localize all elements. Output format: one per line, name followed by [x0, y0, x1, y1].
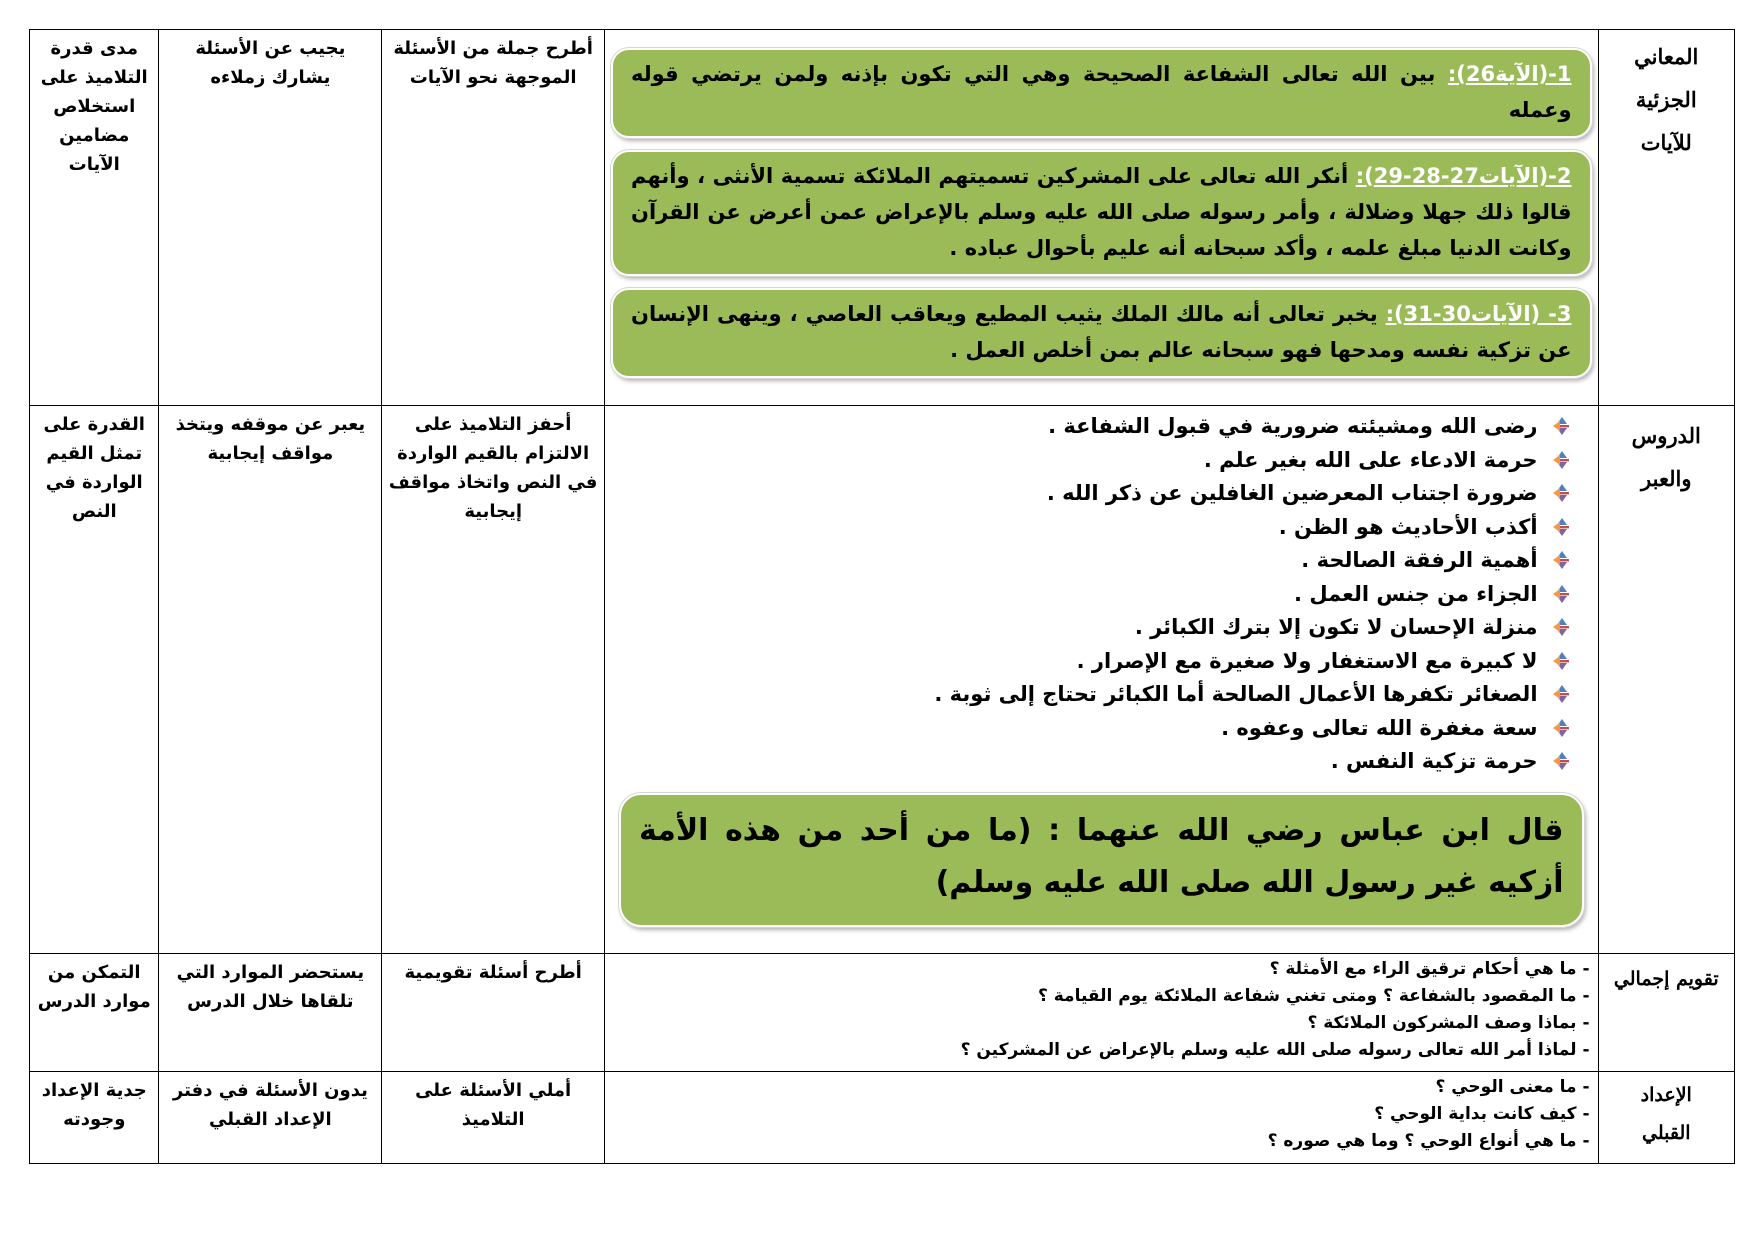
arrow-bullet-icon — [1552, 550, 1572, 570]
verse-text: بين الله تعالى الشفاعة الصحيحة وهي التي تكون بإذنه ولمن يرتضي قوله وعمله — [631, 62, 1572, 122]
list-item: - ما المقصود بالشفاعة ؟ ومتى تغني شفاعة الملائكة يوم القيامة ؟ — [1037, 986, 1590, 1006]
content-cell — [605, 954, 1598, 1072]
evaluation-cell — [30, 954, 159, 1072]
student-activity: يجيب عن الأسئلة يشارك زملاءه — [195, 38, 346, 88]
teacher-activity: أطرح أسئلة تقويمية — [404, 962, 582, 983]
verse-ref: 2-(الآيات27-28-29): — [1355, 164, 1572, 188]
stage-line: للآيات — [1640, 130, 1692, 155]
content-cell — [605, 30, 1598, 406]
stage-line: المعاني — [1634, 44, 1699, 69]
verse-box — [611, 288, 1591, 378]
student-cell — [159, 1072, 382, 1164]
row-lessons — [30, 406, 1735, 954]
evaluation-cell — [30, 406, 159, 954]
stage-line: الجزئية — [1635, 87, 1697, 112]
arrow-bullet-icon — [1552, 416, 1572, 436]
verse-box — [611, 48, 1591, 138]
list-item — [613, 645, 1537, 679]
evaluation-text: جدية الإعداد وجودته — [41, 1080, 147, 1130]
evaluation-text: التمكن من موارد الدرس — [37, 962, 151, 1012]
row-partial-meanings — [30, 30, 1735, 406]
stage-cell — [1598, 1072, 1734, 1164]
preparation-questions — [605, 1072, 1597, 1155]
arrow-bullet-icon — [1552, 718, 1572, 738]
list-item — [613, 578, 1537, 612]
student-activity: يستحضر الموارد التي تلقاها خلال الدرس — [176, 962, 365, 1012]
evaluation-cell — [30, 30, 159, 406]
content-cell — [605, 1072, 1598, 1164]
teacher-activity: أطرح جملة من الأسئلة الموجهة نحو الآيات — [393, 38, 593, 88]
evaluation-text: القدرة على تمثل القيم الواردة في النص — [43, 414, 145, 522]
student-cell — [159, 954, 382, 1072]
lesson-text: حرمة الادعاء على الله بغير علم . — [1203, 447, 1538, 472]
lesson-text: أهمية الرفقة الصالحة . — [1301, 548, 1538, 572]
list-item — [613, 544, 1537, 578]
arrow-bullet-icon — [1552, 684, 1572, 704]
quote-text: قال ابن عباس رضي الله عنهما : (ما من أحد من هذه الأمة أزكيه غير رسول الله صلى الله عليه وسلم) — [639, 812, 1564, 900]
lesson-text: الصغائر تكفرها الأعمال الصالحة أما الكبائر تحتاج إلى ثوبة . — [934, 682, 1538, 706]
student-activity: يدون الأسئلة في دفتر الإعداد القبلي — [172, 1080, 368, 1130]
teacher-activity: أملي الأسئلة على التلاميذ — [415, 1080, 572, 1130]
list-item: - ما هي أحكام ترقيق الراء مع الأمثلة ؟ — [1269, 959, 1590, 979]
student-cell — [159, 30, 382, 406]
lesson-text: ضرورة اجتناب المعرضين الغافلين عن ذكر الله . — [1046, 481, 1538, 505]
list-item — [613, 444, 1537, 478]
list-item — [613, 477, 1537, 511]
stage-line: تقويم إجمالي — [1613, 968, 1719, 990]
content-cell — [605, 406, 1598, 954]
arrow-bullet-icon — [1552, 483, 1572, 503]
verse-ref: 3- (الآيات30-31): — [1385, 302, 1572, 326]
stage-title — [1599, 406, 1734, 500]
list-item: - بماذا وصف المشركون الملائكة ؟ — [1307, 1013, 1590, 1033]
lesson-text: أكذب الأحاديث هو الظن . — [1278, 514, 1538, 539]
evaluation-questions — [605, 954, 1597, 1064]
verse-box — [611, 150, 1591, 276]
lesson-text: سعة مغفرة الله تعالى وعفوه . — [1221, 715, 1538, 740]
arrow-bullet-icon — [1552, 517, 1572, 537]
stage-title — [1599, 1072, 1734, 1152]
arrow-bullet-icon — [1552, 584, 1572, 604]
list-item: - كيف كانت بداية الوحي ؟ — [1374, 1104, 1590, 1124]
lesson-text: حرمة تزكية النفس . — [1330, 749, 1538, 773]
verse-text: أنكر الله تعالى على المشركين تسميتهم الملائكة تسمية الأنثى ، وأنهم قالوا ذلك جهلا وضلالة ، وأمر رسوله صلى الله عليه وسلم بالإعراض عمن أعرض عن القرآن وكانت الدنيا مبلغ علمه ، وأكد سبحانه أنه عليم بأحوال عباده . — [631, 164, 1572, 260]
student-cell — [159, 406, 382, 954]
row-preparation — [30, 1072, 1735, 1164]
list-item — [613, 611, 1537, 645]
arrow-bullet-icon — [1552, 617, 1572, 637]
verse-text: يخبر تعالى أنه مالك الملك يثيب المطيع ويعاقب العاصي ، وينهى الإنسان عن تزكية نفسه ومدحها فهو سبحانه عالم بمن أخلص العمل . — [631, 302, 1572, 362]
stage-title — [1599, 30, 1734, 164]
list-item: - ما هي أنواع الوحي ؟ وما هي صوره ؟ — [1267, 1131, 1590, 1151]
stage-line: القبلي — [1641, 1122, 1691, 1144]
teacher-cell — [382, 406, 605, 954]
lesson-text: رضى الله ومشيئته ضرورية في قبول الشفاعة . — [1048, 414, 1538, 438]
arrow-bullet-icon — [1552, 450, 1572, 470]
teacher-cell — [382, 954, 605, 1072]
list-item — [613, 678, 1537, 712]
teacher-cell — [382, 30, 605, 406]
list-item: - لماذا أمر الله تعالى رسوله صلى الله عليه وسلم بالإعراض عن المشركين ؟ — [960, 1040, 1590, 1060]
stage-cell — [1598, 954, 1734, 1072]
lesson-text: لا كبيرة مع الاستغفار ولا صغيرة مع الإصرار . — [1076, 648, 1538, 673]
list-item — [613, 511, 1537, 545]
lessons-list — [613, 406, 1589, 779]
stage-title — [1599, 954, 1734, 994]
stage-cell — [1598, 30, 1734, 406]
evaluation-text: مدى قدرة التلاميذ على استخلاص مضامين الآيات — [40, 38, 148, 175]
lesson-text: الجزاء من جنس العمل . — [1294, 581, 1538, 606]
list-item — [613, 410, 1537, 444]
teacher-activity: أحفز التلاميذ على الالتزام بالقيم الواردة في النص واتخاذ مواقف إيجابية — [388, 414, 598, 522]
quote-box — [619, 793, 1583, 927]
list-item — [613, 712, 1537, 746]
lesson-text: منزلة الإحسان لا تكون إلا بترك الكبائر . — [1134, 615, 1538, 639]
teacher-cell — [382, 1072, 605, 1164]
lesson-plan-table — [29, 29, 1735, 1164]
stage-cell — [1598, 406, 1734, 954]
evaluation-cell — [30, 1072, 159, 1164]
list-item — [613, 745, 1537, 779]
verse-ref: 1-(الآية26): — [1447, 62, 1572, 86]
stage-line: الدروس — [1631, 423, 1701, 448]
row-overall-evaluation — [30, 954, 1735, 1072]
arrow-bullet-icon — [1552, 651, 1572, 671]
stage-line: الإعداد — [1640, 1084, 1692, 1106]
arrow-bullet-icon — [1552, 751, 1572, 771]
list-item: - ما معنى الوحي ؟ — [1435, 1077, 1590, 1097]
student-activity: يعبر عن موقفه ويتخذ مواقف إيجابية — [175, 414, 366, 464]
stage-line: والعبر — [1641, 466, 1692, 491]
